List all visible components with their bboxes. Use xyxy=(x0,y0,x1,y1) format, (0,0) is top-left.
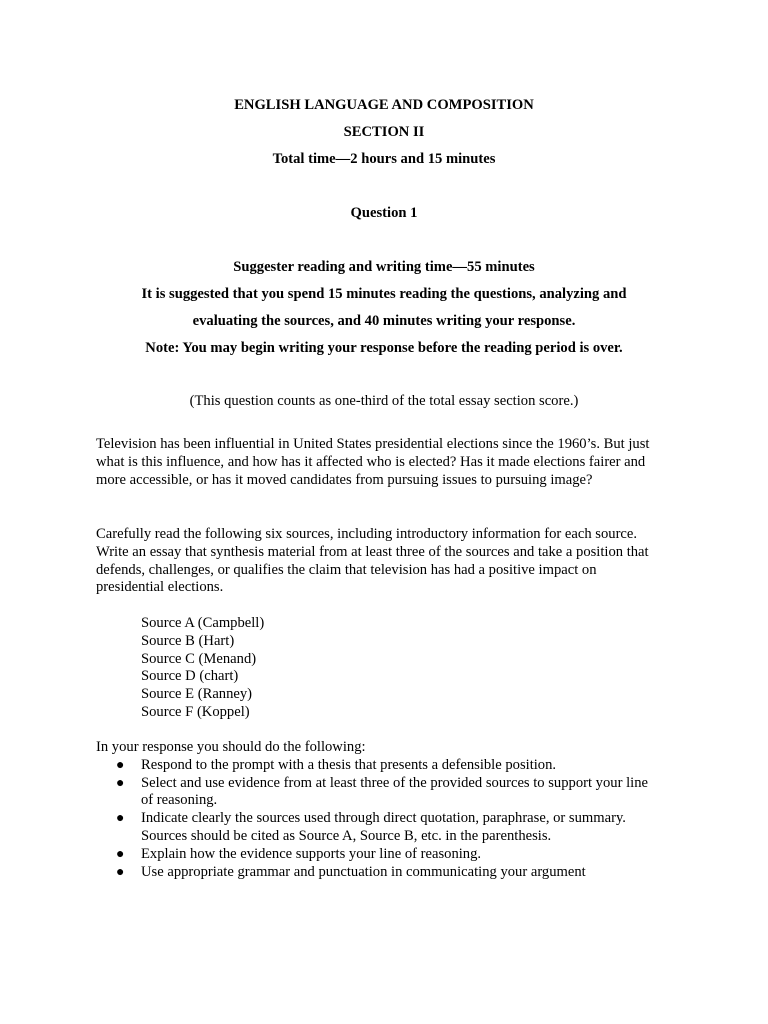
requirement-item xyxy=(96,864,651,882)
bullet-icon: ● xyxy=(116,757,125,773)
instructions-line-1: It is suggested that you spend 15 minutes reading the questions, analyzing and xyxy=(141,286,627,302)
source-item: Source D (chart) xyxy=(141,668,239,685)
requirement-text: Use appropriate grammar and punctuation in communicating your argument xyxy=(141,863,586,880)
source-item: Source E (Ranney) xyxy=(141,686,253,703)
requirements-list xyxy=(96,757,676,882)
source-item: Source F (Koppel) xyxy=(141,703,250,720)
reading-period-note: Note: You may begin writing your response before the reading period is over. xyxy=(145,340,623,356)
bullet-icon: ● xyxy=(116,864,125,880)
requirement-text: Respond to the prompt with a thesis that presents a defensible position. xyxy=(141,756,557,773)
bullet-icon: ● xyxy=(116,811,125,827)
requirement-item xyxy=(96,775,651,811)
source-item: Source B (Hart) xyxy=(141,632,235,649)
intro-text: Television has been influential in United States presidential elections since the 1960’s. But just what is this influence, and how has it affected who is elected? Has it made elections fairer and more accessible, or has it moved candidates from pursuing issues to pursuing image? xyxy=(96,436,650,488)
bullet-icon: ● xyxy=(116,775,125,791)
requirements-block xyxy=(96,739,676,881)
suggested-time: Suggester reading and writing time—55 minutes xyxy=(233,259,535,275)
requirement-item xyxy=(96,846,651,864)
exam-title: ENGLISH LANGUAGE AND COMPOSITION xyxy=(234,97,534,113)
bullet-icon: ● xyxy=(116,846,125,862)
section-heading: SECTION II xyxy=(343,124,425,140)
requirements-lead: In your response you should do the following: xyxy=(96,739,366,755)
requirement-text: Select and use evidence from at least three of the provided sources to support your line of reasoning. xyxy=(141,774,648,809)
score-weight-note: (This question counts as one-third of the total essay section score.) xyxy=(189,393,579,409)
source-item: Source A (Campbell) xyxy=(141,615,265,631)
requirement-item xyxy=(96,757,651,775)
source-item: Source C (Menand) xyxy=(141,650,257,667)
task-text: Carefully read the following six sources, including introductory information for each source. Write an essay that synthesis material from at least three of the sources and take a position that defends, challenges, or qualifies the claim that television has had a positive impact on presidential elections. xyxy=(96,526,649,596)
requirement-item xyxy=(96,810,651,846)
instructions-line-2: evaluating the sources, and 40 minutes writing your response. xyxy=(192,313,576,329)
total-time: Total time—2 hours and 15 minutes xyxy=(272,151,496,167)
requirement-text: Explain how the evidence supports your line of reasoning. xyxy=(141,845,482,862)
intro-paragraph xyxy=(96,436,666,489)
requirement-text: Indicate clearly the sources used through direct quotation, paraphrase, or summary. Sources should be cited as Source A, Source B, etc. in the parenthesis. xyxy=(141,810,626,844)
question-label: Question 1 xyxy=(350,205,418,221)
source-list xyxy=(141,615,264,722)
task-paragraph xyxy=(96,526,666,597)
